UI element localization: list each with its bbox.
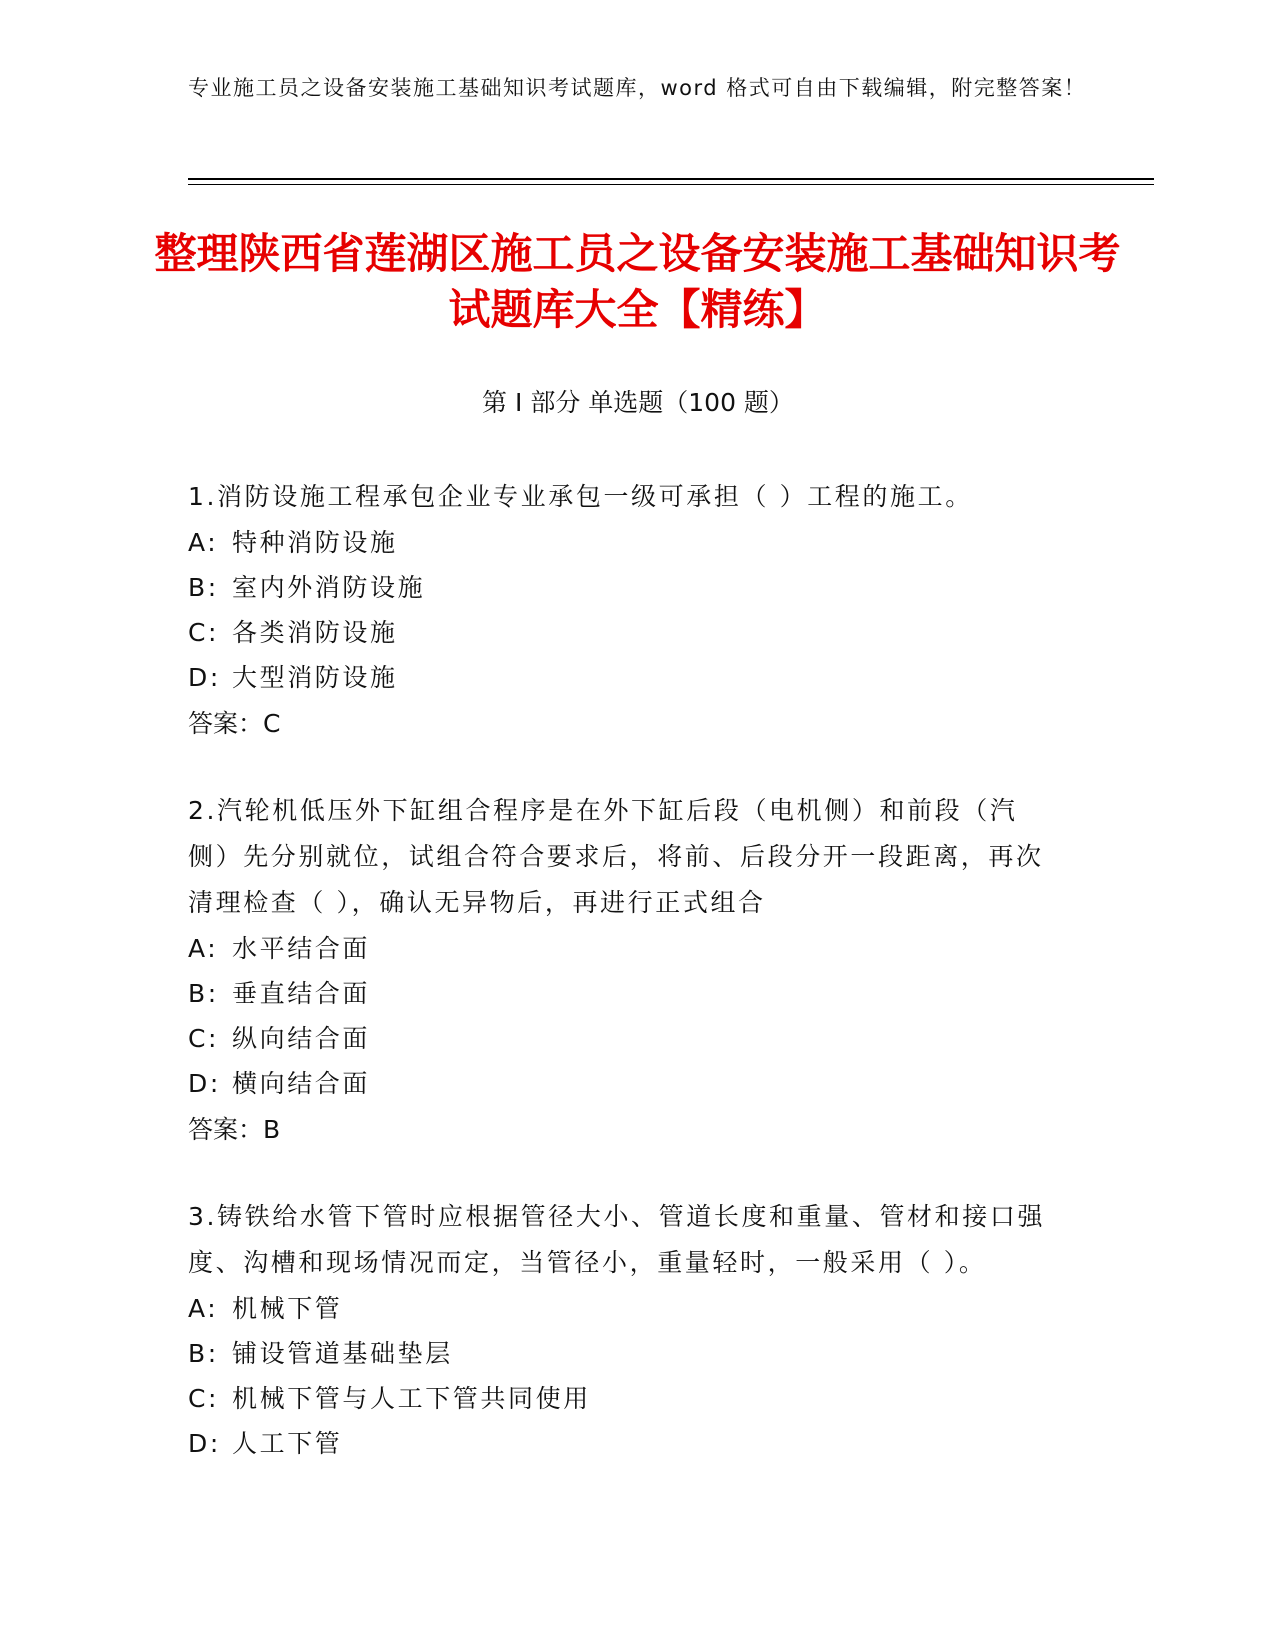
option-b: [188, 1331, 1058, 1376]
option-a: [188, 520, 1058, 565]
header-divider-thin: [188, 184, 1154, 185]
option-text: 大型消防设施: [232, 663, 398, 692]
option-a: [188, 926, 1058, 971]
answer-line: 答案：B: [188, 1115, 281, 1144]
question-1: [188, 474, 1058, 748]
option-text: 横向结合面: [232, 1069, 371, 1098]
question-stem: 3.铸铁给水管下管时应根据管径大小、管道长度和重量、管材和接口强度、沟槽和现场情况而定，当管径小，重量轻时，一般采用（ ）。: [188, 1202, 1046, 1277]
question-2: [188, 788, 1058, 1154]
option-key: B:: [188, 573, 219, 602]
option-text: 垂直结合面: [232, 979, 371, 1008]
option-text: 纵向结合面: [232, 1024, 371, 1053]
question-list: [188, 474, 1058, 1506]
option-c: [188, 1376, 1058, 1421]
section-title: 第 I 部分 单选题（100 题）: [482, 388, 794, 417]
document-title: 整理陕西省莲湖区施工员之设备安装施工基础知识考试题库大全【精练】: [154, 229, 1121, 334]
option-text: 水平结合面: [232, 934, 371, 963]
question-3: [188, 1194, 1058, 1466]
option-c: [188, 610, 1058, 655]
option-text: 机械下管与人工下管共同使用: [232, 1384, 591, 1413]
option-b: [188, 971, 1058, 1016]
option-d: [188, 655, 1058, 700]
option-key: C:: [188, 618, 220, 647]
option-key: A:: [188, 1294, 219, 1323]
header-note: 专业施工员之设备安装施工基础知识考试题库，word 格式可自由下载编辑，附完整答案！: [188, 76, 1087, 100]
option-key: C:: [188, 1384, 220, 1413]
option-key: B:: [188, 979, 219, 1008]
answer-line: 答案：C: [188, 709, 281, 738]
option-key: D:: [188, 1069, 221, 1098]
option-key: D:: [188, 663, 221, 692]
option-text: 特种消防设施: [232, 528, 398, 557]
option-text: 铺设管道基础垫层: [232, 1339, 453, 1368]
option-a: [188, 1286, 1058, 1331]
question-stem: 2.汽轮机低压外下缸组合程序是在外下缸后段（电机侧）和前段（汽侧）先分别就位，试组合符合要求后，将前、后段分开一段距离，再次清理检查（ ），确认无异物后，再进行正式组合: [188, 796, 1044, 917]
option-key: D:: [188, 1429, 221, 1458]
question-stem: 1.消防设施工程承包企业专业承包一级可承担（ ）工程的施工。: [188, 482, 973, 511]
option-text: 人工下管: [232, 1429, 343, 1458]
option-key: A:: [188, 528, 219, 557]
option-key: A:: [188, 934, 219, 963]
option-c: [188, 1016, 1058, 1061]
option-d: [188, 1421, 1058, 1466]
option-d: [188, 1061, 1058, 1106]
header-divider-thick: [188, 178, 1154, 180]
option-b: [188, 565, 1058, 610]
option-text: 各类消防设施: [232, 618, 398, 647]
option-text: 室内外消防设施: [232, 573, 426, 602]
option-key: C:: [188, 1024, 220, 1053]
option-key: B:: [188, 1339, 219, 1368]
option-text: 机械下管: [232, 1294, 343, 1323]
